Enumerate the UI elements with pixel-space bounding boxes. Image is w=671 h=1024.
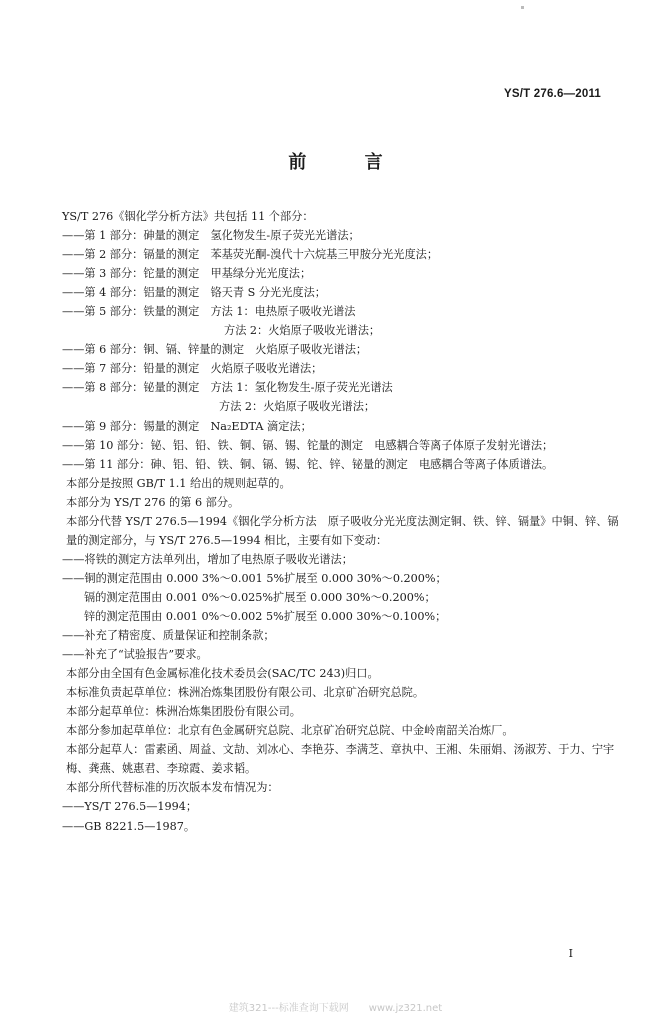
foreword-line: 镉的测定范围由 0.001 0%～0.025%扩展至 0.000 30%～0.200%； (84, 590, 436, 604)
foreword-line: 本部分起草人：雷素函、周益、文劼、刘冰心、李艳芬、李满芝、章执中、王湘、朱丽娟、汤淑芳、于力、宁宇梅、龚燕、姚惠君、李琼霞、姜求韬。 (66, 743, 615, 776)
foreword-line: ——第 9 部分：锡量的测定 Na₂EDTA 滴定法； (62, 419, 312, 433)
foreword-line: ——第 7 部分：铅量的测定 火焰原子吸收光谱法； (62, 362, 323, 376)
scan-mark (521, 6, 524, 9)
foreword-line: ——第 3 部分：铊量的测定 甲基绿分光光度法； (62, 267, 312, 281)
foreword-line: YS/T 276《铟化学分析方法》共包括 11 个部分： (62, 210, 314, 223)
foreword-line: 本部分起草单位：株洲冶炼集团股份有限公司。 (66, 705, 301, 719)
foreword-line: ——第 11 部分：砷、铝、铅、铁、铜、镉、锡、铊、锌、铋量的测定 电感耦合等离子体质谱法。 (62, 457, 554, 471)
foreword-line: 本部分参加起草单位：北京有色金属研究总院、北京矿冶研究总院、中金岭南韶关冶炼厂。 (66, 724, 514, 738)
foreword-line: ——第 1 部分：砷量的测定 氢化物发生-原子荧光光谱法； (62, 229, 360, 243)
foreword-line: ——第 10 部分：铋、铝、铅、铁、铜、镉、锡、铊量的测定 电感耦合等离子体原子发射光谱法； (62, 438, 554, 452)
foreword-line: ——将铁的测定方法单列出，增加了电热原子吸收光谱法； (62, 552, 353, 566)
page-number: I (568, 947, 573, 960)
foreword-line: ——YS/T 276.5—1994； (62, 800, 198, 814)
foreword-line: ——铜的测定范围由 0.000 3%～0.001 5%扩展至 0.000 30%～0.200%； (62, 571, 447, 585)
foreword-line: ——第 5 部分：铁量的测定 方法 1：电热原子吸收光谱法 (62, 305, 356, 319)
foreword-line: 锌的测定范围由 0.001 0%～0.002 5%扩展至 0.000 30%～0.100%； (84, 609, 447, 623)
foreword-line: 本部分为 YS/T 276 的第 6 部分。 (66, 495, 240, 509)
foreword-line: ——第 2 部分：镉量的测定 苯基荧光酮-溴代十六烷基三甲胺分光光度法； (62, 248, 439, 262)
foreword-line: ——第 4 部分：铝量的测定 铬天青 S 分光光度法； (62, 286, 326, 300)
foreword-line: 方法 2：火焰原子吸收光谱法； (219, 400, 376, 414)
foreword-line: 本标准负责起草单位：株洲冶炼集团股份有限公司、北京矿冶研究总院。 (66, 686, 425, 700)
foreword-line: ——第 8 部分：铋量的测定 方法 1：氢化物发生-原子荧光光谱法 (62, 381, 393, 395)
standard-code: YS/T 276.6—2011 (504, 88, 601, 100)
foreword-line: 本部分代替 YS/T 276.5—1994《铟化学分析方法 原子吸收分光光度法测定铜、铁、锌、镉量》中铜、锌、镉量的测定部分，与 YS/T 276.5—1994 相比，主要有如下变动： (66, 514, 619, 547)
foreword-body (62, 207, 622, 836)
foreword-line: ——GB 8221.5—1987。 (62, 819, 196, 833)
foreword-line: ——补充了精密度、质量保证和控制条款； (62, 629, 275, 643)
watermark-footer: 建筑321---标准查询下载网 www.jz321.net (228, 1003, 443, 1014)
foreword-line: 本部分所代替标准的历次版本发布情况为： (66, 781, 279, 795)
foreword-line: ——第 6 部分：铜、镉、锌量的测定 火焰原子吸收光谱法； (62, 343, 368, 357)
foreword-line: ——补充了“试验报告”要求。 (62, 648, 208, 662)
foreword-line: 本部分由全国有色金属标准化技术委员会(SAC/TC 243)归口。 (66, 667, 379, 681)
foreword-line: 方法 2：火焰原子吸收光谱法； (224, 324, 381, 338)
foreword-line: 本部分是按照 GB/T 1.1 给出的规则起草的。 (66, 476, 291, 490)
page-title: 前 言 (288, 152, 409, 173)
